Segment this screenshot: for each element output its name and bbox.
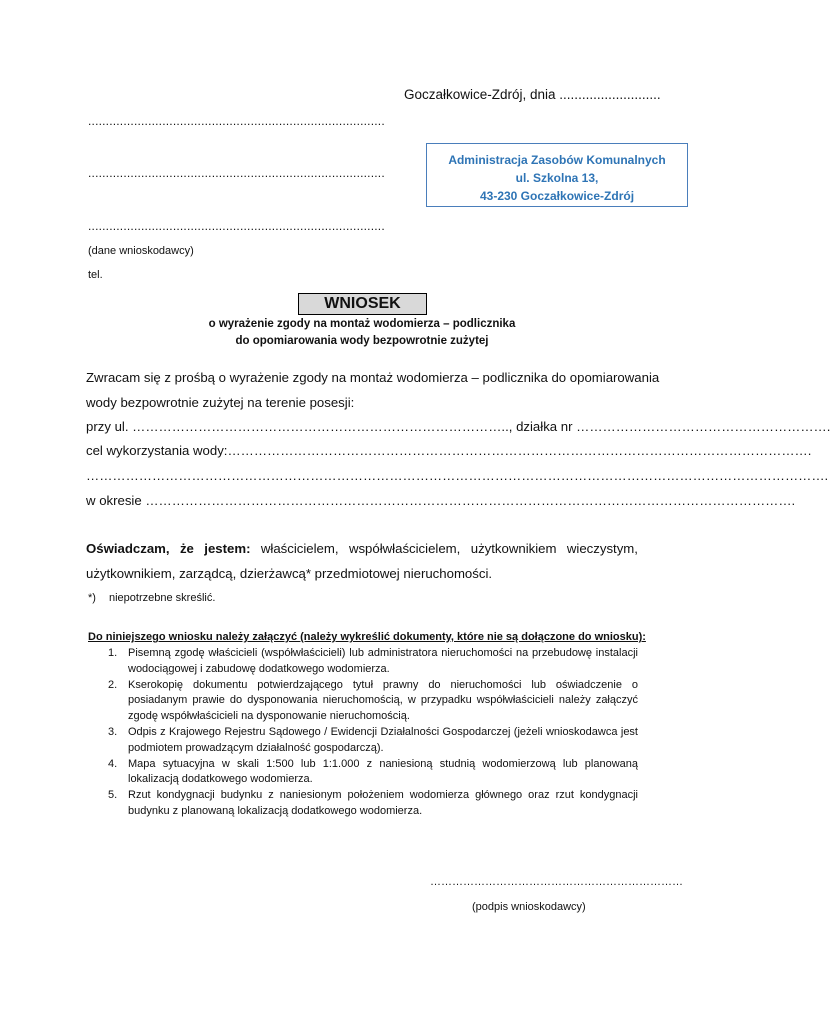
recipient-street: ul. Szkolna 13, (515, 171, 599, 185)
attachment-number: 4. (108, 757, 118, 770)
period-field[interactable]: w okresie …………………………………………………………………………………………………………………………………. (86, 493, 796, 508)
declaration-line-1 (86, 541, 638, 556)
applicant-line-2[interactable]: .................................................................................... (88, 166, 385, 180)
recipient-address-box (426, 143, 688, 207)
declaration-word-3: jestem: (204, 541, 251, 556)
attachment-item (88, 757, 638, 789)
option-owner[interactable]: właścicielem, (260, 541, 339, 556)
attachment-number: 5. (108, 789, 118, 802)
attachment-text: Rzut kondygnacji budynku z naniesionym położeniem wodomierza głównego oraz rzut kondygnacji budynku z planowaną lokalizacją dodatkowego wodomierza. (128, 789, 638, 817)
street-plot-field[interactable]: przy ul. ………………………………………………………………………….., działka nr …………………………………………………. (86, 419, 830, 434)
tel-label[interactable]: tel. (88, 269, 103, 281)
applicant-line-3[interactable]: .................................................................................... (88, 219, 385, 233)
declaration-word-1: Oświadczam, (86, 541, 170, 556)
attachment-item (88, 788, 638, 820)
signature-line[interactable]: …………………………………………………………… (430, 876, 683, 888)
attachment-text: Kserokopię dokumentu potwierdzającego tytuł prawny do nieruchomości lub oświadczenie o posiadanym prawie do dysponowania nieruchomością, w przypadku współwłaścicieli należy załączyć zgodę współwłaścicieli na dysponowanie nieruchomością. (128, 678, 638, 723)
document-subtitle-1: o wyrażenie zgody na montaż wodomierza – podlicznika (208, 318, 516, 330)
document-subtitle-2: do opomiarowania wody bezpowrotnie zużytej (235, 335, 489, 347)
attachment-number: 3. (108, 725, 118, 738)
attachments-title: Do niniejszego wniosku należy załączyć (należy wykreślić dokumenty, które nie są dołączone do wniosku): (88, 631, 646, 643)
declaration-line-2[interactable]: użytkownikiem, zarządcą, dzierżawcą* przedmiotowej nieruchomości. (86, 566, 493, 581)
attachment-number: 1. (108, 647, 118, 659)
footnote-text: niepotrzebne skreślić. (109, 592, 216, 604)
applicant-caption: (dane wnioskodawcy) (88, 245, 194, 257)
declaration-word-2: że (179, 541, 194, 556)
attachment-item (88, 678, 638, 725)
attachment-text: Mapa sytuacyjna w skali 1:500 lub 1:1.000 z naniesioną studnią wodomierzową lub planowaną lokalizacją dodatkowego wodomierza. (128, 757, 638, 786)
water-purpose-field[interactable]: cel wykorzystania wody:……………………………………………………………………………………………………………………. (86, 443, 812, 458)
signature-caption: (podpis wnioskodawcy) (472, 901, 586, 913)
attachment-number: 2. (108, 678, 118, 691)
recipient-name: Administracja Zasobów Komunalnych (448, 153, 666, 167)
water-purpose-field-continued[interactable]: ……………………………………………………………………………………………………………………………………………………. (86, 468, 829, 483)
attachment-item (88, 725, 638, 757)
request-text-line-2: wody bezpowrotnie zużytej na terenie posesji: (86, 395, 355, 410)
place-date[interactable]: Goczałkowice-Zdrój, dnia ........................... (404, 87, 661, 102)
recipient-city: 43-230 Goczałkowice-Zdrój (479, 189, 635, 203)
attachments-list (88, 646, 638, 820)
attachment-item (88, 646, 638, 678)
attachment-text: Odpis z Krajowego Rejestru Sądowego / Ewidencji Działalności Gospodarczej (jeżeli wnioskodawca jest podmiotem prowadzącym działalność gospodarczą). (128, 725, 638, 754)
footnote-mark: *) (88, 592, 96, 604)
attachment-text: Pisemną zgodę właścicieli (współwłaścicieli) lub administratora nieruchomości na przebudowę instalacji wodociągowej i zabudowę dodatkowego wodomierza. (128, 647, 638, 675)
option-perpetual-user[interactable]: użytkownikiem (470, 541, 557, 556)
request-text-line-1: Zwracam się z prośbą o wyrażenie zgody na montaż wodomierza – podlicznika do opomiarowania (86, 370, 660, 385)
option-perpetual-user-2[interactable]: wieczystym, (566, 541, 638, 556)
option-co-owner[interactable]: współwłaścicielem, (348, 541, 461, 556)
applicant-line-1[interactable]: .................................................................................... (88, 114, 385, 128)
document-title: WNIOSEK (298, 293, 427, 315)
